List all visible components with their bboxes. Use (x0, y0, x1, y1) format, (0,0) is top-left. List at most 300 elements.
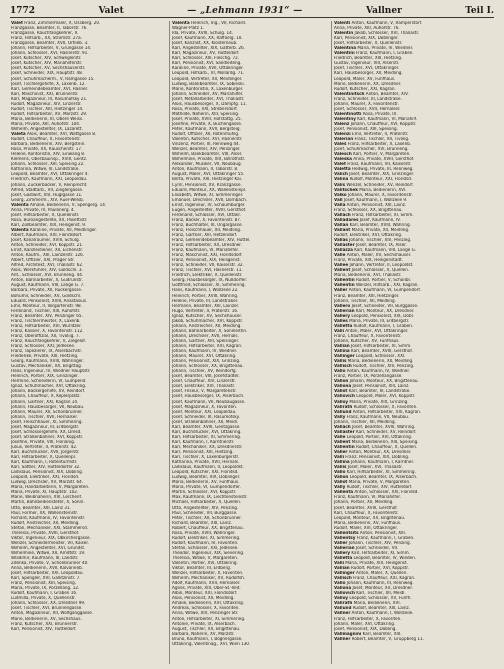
entry-text: Stefan, Mechaniker, XXI, Stammersd. (11, 525, 89, 531)
entry-text: Robert, Chauffeur, XX, Brigittenau. (172, 525, 244, 531)
entry-text: Anton, Beamter, XIV. (365, 91, 409, 97)
entry-text: Leopold, Schlosser, XV, Fünfh. (349, 596, 412, 602)
entry-text: Karoline, Private, XII, Meidlinger. (29, 227, 97, 233)
entry-surname: Vallona (334, 586, 352, 592)
entry-text: Franz, Chauffeur, X, Favoritenstr. (334, 333, 402, 339)
entry-text: Franz, Hilfsarbeiter, X, Favoriten. (334, 616, 402, 622)
entry-text: Wladimir, Kaufmann, III, Landstr. (11, 555, 79, 561)
entry-surname: Valentinotti (334, 111, 362, 117)
entry-text: Franz, Kassier, X, Favoritenstr. 112. (11, 328, 84, 334)
entry-surname: Vallner (334, 611, 351, 617)
entry-text: Anton, Schneider, XVI, Koppstr. 21. (11, 243, 84, 249)
entry-text: Barbara, Näherin, XV, Märzstr. (172, 631, 235, 637)
entry-surname: Vallisch (334, 364, 352, 370)
entry-text: Karl, Mechaniker, XX, Dresdnerstr. (172, 444, 243, 450)
directory-entry (11, 627, 169, 632)
entry-text: Marie, Kontoristin, X, Laxenburger. (172, 86, 244, 92)
entry-text: Franz, Tapezierer, IX, Alserbachstr. (11, 349, 82, 355)
entry-text: Karl, Portier, V, Margareten. (353, 152, 411, 158)
entry-surname: Valet (334, 162, 346, 168)
entry-text: Karl, Magazineur, III, Rasumofsky 21. (11, 96, 88, 102)
entry-text: Wenzel, Hilfsarb., XXI, Kagran. (355, 283, 419, 289)
entry-text: Franz, Pensionist, XIII, Speising. (11, 581, 77, 587)
entry-text: Leopold, Hilfsarb., VI, Mollardg. 71. (172, 71, 245, 77)
entry-text: Johann, Kaufmann, III, Rennweg. (346, 581, 414, 587)
entry-text: Johann, Maler, XVI, Ottakring. (334, 621, 396, 627)
entry-surname: Valenta (172, 21, 190, 26)
entry-text: Josefine, Private, VIII, Florianig. (11, 439, 76, 445)
entry-text: Ernst, Kanzleidiener, XII, Eichenstr. (11, 248, 83, 254)
entry-text: Johann, Hausbesorger, VII, Neubau. (11, 404, 85, 410)
entry-text: Anna, Bedienerin, XVII, Kalvarienb. (11, 566, 84, 572)
entry-text: Franz, Maschinist, XXI, Floridsdorf. (172, 253, 243, 259)
entry-text: Albert, Kaufmann, XXI, Floridsdorf. (11, 232, 83, 238)
entry-text: Josefine, Private, X, Buchengasse. (172, 121, 243, 127)
entry-surname: Vallrath (334, 404, 353, 410)
entry-text: Rudolf, Kaufmann, I, Graben 16. (11, 591, 78, 597)
entry-surname: Vallian (334, 344, 350, 349)
entry-text: Johann, Schlosser, XX, Dresdner 99. (11, 601, 86, 607)
publication-title: — „Lehmann 1931“ — (187, 5, 303, 16)
entry-surname: Vallach (334, 212, 351, 218)
entry-text: Emil, Monteur, II, Vorgartenstr. 98. (11, 303, 82, 309)
entry-text: Johann, Chauffeur, XVI, Koppstr. (350, 121, 417, 127)
entry-text: Anna, Private, XVIII, Gersthof. (353, 157, 415, 163)
entry-text: Franz, Chauffeur, XXI, Kagran. (353, 576, 416, 582)
entry-text: Albin, Monteur, XXI, Floridsdorf. (172, 591, 238, 597)
entry-text: Josef, Beamter, IX, Alser. (355, 243, 407, 249)
entry-text: Leopold, Kutscher, XXI, Floridsd. (172, 470, 239, 476)
entry-surname: Vallina (334, 460, 350, 466)
entry-surname: Vallinger (334, 571, 355, 577)
entry-text: Heinrich, Portier, XIX, Grinzinger. (11, 374, 79, 380)
entry-surname: Vallona (334, 384, 352, 390)
entry-text: Rudolf, Maler, XVI, Ottakringer. (334, 525, 398, 531)
entry-text: Rosa, Private, XVIII, Währinger. (172, 530, 236, 536)
entry-text: Maria, Private, V, Margareten. (348, 480, 411, 486)
entry-text: Karl, Beamter, XIII. (362, 631, 402, 637)
entry-text: Ernst, Ingenieur, IV, Schaumburger. (172, 202, 246, 208)
entry-text: Franz, Beamter, XIII, Hietzinger. (334, 293, 400, 299)
entry-text: Wenzel, Schneider, XV, Reindorf. (346, 182, 414, 188)
entry-text: Anton, Schlosser, XXI, Floridsd. (354, 490, 419, 496)
entry-surname: Valler (334, 449, 348, 455)
entry-surname: Vallner (334, 636, 351, 642)
entry-text: Rudolf, Portier, XVI, Koppstr. (351, 566, 409, 572)
entry-text: Johann, Tischler, XV, Reindorfg. (172, 369, 237, 375)
entry-text: Jakob, Schlosser, XVI, Thaliastr. (354, 31, 420, 37)
entry-text: Ludmilla, Private, X, Quellenstr. (11, 596, 76, 602)
entry-text: Franz, Buchhalter, III, Ungargasse. (172, 222, 243, 228)
entry-text: Franz, Kaufmann, I, Graben. (356, 535, 415, 541)
entry-text: Karl, Pensionist, XIII, Hietzing. (172, 449, 234, 455)
entry-text: Franz, Fleischhauer, XII, Meidling. (172, 227, 242, 233)
entry-text: Johann, Tischler, XIV, Penzing. (349, 238, 412, 244)
column-divider (169, 21, 170, 664)
entry-text: Gottfried, Schlosser, XI, Simmering. (172, 283, 246, 289)
entry-text: Johann, Schlosser, XVI, Hasnerstr. 91. (11, 51, 89, 57)
entry-text: Maria, Bedienerin, XV, Fünfhaus. (334, 520, 402, 526)
entry-text: Ladislaus, Kaufmann, II, Leopoldst. (172, 465, 244, 471)
entry-text: Franz, Kaufmann, VI, Mariahilfer. (334, 495, 401, 501)
entry-text: Alois, Pensionist, XII, Meidling. (172, 596, 235, 602)
entry-text: Franz, Tischlermeister, X, Laxenb. (11, 318, 81, 324)
entry-surname: Valeta (11, 132, 26, 138)
entry-text: Maria, Bedienerin, III, Obere Weiss. (11, 116, 84, 122)
entry-text: Anton, Bahnarbeiter, X, Gudrunstr. (11, 278, 83, 284)
entry-surname: Vallian (334, 566, 350, 572)
entry-text: Rudolf, Beamter, XIII, Lainz. (352, 606, 411, 612)
entry-text: Johann, Schlosser, XX, Brigittenau. (172, 364, 244, 370)
entry-text: Wilhelmine, Private, XIX, Billrothstr. (172, 157, 246, 163)
entry-text: Josef, Schuhmacher, XVI, Brunneng. (334, 147, 409, 153)
entry-text: Anton, Kaufmann, IV, Wiedner. (346, 369, 410, 375)
entry-text: Peter, Kaufmann, XVII, Bergsteig. (172, 126, 241, 132)
entry-surname: Vallund (334, 409, 352, 415)
entry-surname: Vallent (334, 268, 351, 274)
entry-text: Maria, Bedienerin, XVI. (359, 187, 407, 193)
entry-text: Franz, Pensionist, XIX, Heiligenst. (172, 258, 241, 264)
entry-text: Josef, Maler, XVI, Thaliastr. (347, 465, 403, 471)
entry-text: Leopold, Portier, XVI, Ottakring. (346, 434, 413, 440)
entry-text: Franz, Gärtner, XIII, Hetzendorf. (172, 232, 238, 238)
entry-text: Wilhelmine, Witwe, XII, Arndtstr. 19. (11, 550, 86, 556)
entry-text: Johann, Tischler, XII, Meidling. (334, 298, 396, 304)
entry-text: Franzgasse, Rauchfangkehrer, II. (11, 31, 79, 37)
entry-text: Ida, Private, XVIII, Schulg. 14. (172, 31, 234, 37)
entry-text: Karl, Tischler, X, Laxenburgerstr. (172, 455, 240, 461)
entry-surname: Valko (334, 192, 347, 198)
entry-text: Karl, Schneider, XV, Reindorf. (355, 429, 417, 435)
entry-text: Julius, Vertreter, II, Praterstr. 42. (11, 444, 78, 450)
entry-text: Josef, Kaufmann, XX, Raffaelg. 10. (172, 36, 243, 42)
entry-surname: Valler (334, 288, 348, 294)
entry-text: Franz, Hilfsarbeiter, XI, Simm. (352, 212, 414, 218)
entry-text: Karl, Pensionist, XIX, Döblinger. (334, 36, 399, 42)
entry-text: Franz, Tischler, XII, Tivolig. (354, 137, 410, 143)
entry-text: Johann, Kaufmann, I, Kärntner. (351, 460, 415, 466)
entry-text: Karl, Kaufmann, I, Kärntnerstr. (172, 439, 235, 445)
entry-surname: Vallovich (334, 591, 355, 597)
entry-text: Friedrich, Beamter, XIII, Hietzing. (334, 56, 403, 62)
entry-text: Josef, Pensionist, XIII, Speising. (334, 126, 398, 132)
entry-surname: Vallee (334, 263, 349, 269)
entry-text: Rudolf, Portier, V, Schönbr. (355, 278, 412, 284)
entry-text: Anton, Kaufmann, V, Ramperstorf. (351, 21, 423, 26)
entry-surname: Vally (334, 485, 346, 491)
entry-surname: Vallan (334, 222, 349, 228)
entry-surname: Vallentsy (334, 535, 356, 541)
entry-text: Ludwig, Beamter, XIX, Döblinger. (172, 475, 241, 481)
entry-text: Karl, Kaufmann, I, Rotenturmstr. (11, 460, 78, 466)
entry-text: Franz, Kaufmann, VII, Neubau. (346, 414, 410, 420)
entry-text: Barbara, Bedienerin, XIV, Bergstein. (11, 142, 86, 148)
entry-text: Valentin, Kutscher, XVI, Hasnerstr. (172, 137, 243, 143)
entry-text: Paul, Former, XX, Wallensteinstr. (11, 510, 78, 516)
entry-text: Albert, Offizier, XXI, Prager Str. (11, 258, 75, 264)
entry-text: Georg, Hausbesorger, IX, Nußdorfer. (172, 278, 247, 284)
entry-text: Alois, Hausbesorger, X, Dampfg. 11. (172, 101, 247, 107)
entry-text: Franz, Schlosser, XXI, Jedlesee. (11, 344, 76, 349)
entry-text: Anton, Pensionist, XIII. (359, 530, 407, 536)
entry-text: Rudolf, Kutscher, XXI, Kagran. (334, 86, 396, 92)
entry-surname: Valletta (334, 323, 353, 329)
entry-text: Zdenka, Private, V, Schönbrunner 40. (11, 561, 89, 567)
entry-text: Gustav, Ingenieur, VIII, Alserstr. (334, 61, 400, 67)
entry-text: Josef, Kanalräumer, XVIII, Schulg. (11, 238, 80, 244)
entry-text: Johann, Gärtner, XXI, Kagran 14. (11, 399, 79, 405)
entry-text: Ferdinand, Tischler, XIII, Auhofstr. (11, 308, 81, 314)
entry-text: Anton, Maler, XVI, Ottakringer. (345, 328, 409, 334)
entry-text: Maria, Private, IX, Porzellang. 12. (11, 586, 80, 592)
entry-text: Josef, Hausbesorger, IX, Alserbach. (172, 394, 245, 400)
entry-text: Georg, Zimmerm., XIV, Auer-Welsb. (11, 197, 85, 203)
entry-text: Josef, Beamter, XIX, Grinzinger. (349, 172, 415, 178)
entry-text: August, Maler, XVI, Ottakringer 55. (172, 172, 245, 178)
entry-text: Franz, Schneider, III, Landstraße. (334, 96, 402, 102)
entry-text: Maria, Private, IV, Wiedner. (357, 46, 414, 52)
entry-surname: Vallach (334, 424, 351, 430)
entry-surname: Vallo (334, 581, 346, 587)
entry-text: Franz, Hilfsarbeiter, XVI, Wurlitzer. (11, 323, 82, 329)
entry-text: Maria, Private, XI, Hauptstr. 102. (11, 490, 79, 496)
entry-text: Anna, Private, IV, Paulanerg. 4. (11, 207, 76, 213)
entry-text: Vinzenz, Portier, III, Rennweg 44. (172, 142, 240, 148)
entry-text: Bruno, Kaufmann, I, Bognergasse. (172, 636, 243, 642)
entry-text: Johann, Maurer, X, Favoritenstr. (334, 101, 399, 107)
entry-surname: Vally (334, 414, 346, 420)
entry-text: Maria, Bedienerin, XIII, Speising. (351, 439, 419, 445)
entry-surname: Valenti (334, 21, 351, 26)
entry-text: Richard, Kaufmann, IV, Favoritenstr. (11, 515, 86, 521)
entry-text: Marie, Bedienerin, XV, Sechshaus. (11, 616, 82, 622)
entry-text: Johann, Bahnarbeiter, X, Sonnleithn. (172, 328, 248, 334)
entry-surname: Valeska (334, 157, 352, 163)
entry-text: Andreas, Schlosser, X, Favoriten. (172, 606, 240, 612)
entry-surname: Vallon (334, 379, 349, 385)
entry-surname: Valesch (334, 152, 352, 158)
entry-text: Rudolf, Offizier, XII, Rotenmühlg. (172, 132, 240, 138)
entry-text: Eduard, Monteur, XX, Wallensteinpl. (172, 187, 247, 193)
entry-text: Johann, Kutscher, XV, Fünfhaus. (334, 338, 400, 344)
entry-text: Josef, Beamter, XVIII, Währing. (352, 424, 416, 430)
column-divider (331, 21, 332, 664)
entry-text: Karl, Hilfsarbeiter, XI, Simmering. (172, 434, 242, 440)
entry-text: Ludwig, Bankbeamter, IX, Sobieski. (172, 81, 245, 87)
entry-surname: Valle (334, 434, 346, 440)
entry-text: Rudolf, Tischler, XIV, Hütteldorf. (346, 485, 413, 491)
entry-text: Leopold, Schlosser, XXI. (356, 354, 406, 360)
entry-surname: Vall (334, 197, 343, 203)
entry-surname: Valladares (334, 217, 359, 223)
entry-text: Karl, Buchdrucker, XVII, Jörgerstr. (11, 449, 80, 455)
entry-surname: Vallent (334, 439, 351, 445)
entry-text: Leopold, Vertreter, XII, Meidlinger. (172, 76, 243, 82)
entry-text: Josef, Private, XVIII, Hofstattg. 25. (172, 116, 242, 122)
entry-text: Josef, Tischler, XVI, Ottakringer. (334, 66, 400, 72)
entry-text: Amalie, Bedienerin, XVI, Ottakring. (172, 601, 245, 607)
entry-text: Michael, Hilfsarbeiter, X, Quellen. (172, 500, 242, 506)
entry-text: Rudolf, Hilfsarbeiter, XV, Märzstr. 29. (11, 111, 88, 117)
entry-surname: Valli (334, 328, 344, 334)
entry-text: Maria, Bedienerin, XII, Meidling. (347, 359, 414, 365)
entry-text: Karl, Beamter, XVIII, Gentzgasse. (172, 424, 241, 430)
entry-text: Karl, Beamter, XVIII, Währing. (349, 222, 411, 228)
entry-text: Barbara, Private, XII, Ruckergasse. (11, 288, 83, 294)
entry-text: Karl, Pensionist, XIV, Hütteldorf. (11, 626, 77, 632)
entry-surname: Vallo (334, 369, 346, 375)
entry-text: Alois, Werkführer, XIV, Goldschl. 3. (11, 268, 83, 274)
entry-text: Alfred, Architekt, XVI, Thaliastr. 62. (11, 263, 84, 269)
entry-text: August, Tischler, XX, Brigittenau. (172, 626, 241, 632)
entry-text: Gustav, Mechaniker, XX, Brigittag. (11, 364, 83, 370)
entry-text: Stefan, Schlosser, XXI, Jedlesee. (172, 545, 239, 551)
entry-text: Emil, Vertreter, II, Praterstr. (352, 132, 409, 138)
entry-surname: Vallina (334, 349, 350, 355)
entry-text: Anton, Pensionist, XIII, Lainz. (346, 202, 407, 208)
entry-text: Maria, Private, XII, Meidling. (351, 227, 410, 233)
entry-text: Peter, Tischler, XII, Schönbrunner. (172, 515, 242, 521)
entry-surname: Valetta (334, 167, 351, 173)
page-header (10, 4, 494, 17)
entry-text: Rudolf, Magazineur, XIV, Linzerstr. (11, 101, 82, 107)
entry-text: Karl, Monteur, XX, Dresdner. (355, 308, 415, 314)
entry-text: Viktor, Ingenieur, XIX, Obkirchergasse. (11, 535, 91, 541)
entry-text: Anton, Magazineur, XII, Wolfganggasse. (11, 611, 94, 617)
entry-text: Hugo, Vertreter, II, Praterstr. 16. (172, 308, 239, 314)
entry-text: Wagner-Platz 1. (172, 26, 205, 32)
column-2 (172, 21, 330, 664)
entry-text: Josef, Fleischhauer, XI, Simmering. (11, 419, 83, 425)
directory-entry (172, 642, 330, 647)
entry-surname: Vallis (334, 359, 347, 365)
entry-text: Eugen, Angestellter, XVIII, Gersthof. (172, 207, 247, 213)
entry-text: Richard, Beamter, XIII, Lainz. (172, 520, 232, 526)
entry-text: Ludwig, Drechsler, XV, Märzstr. 64. (11, 480, 84, 486)
entry-text: Anton, Monteur, XX, Dresdner. (348, 449, 412, 455)
entry-surname: Vallerian (334, 545, 355, 551)
entry-text: Leopold, Pensionist, XIX, Döbl. (351, 313, 415, 319)
entry-surname: Vallrath (334, 601, 353, 607)
entry-text: Josef, Schneider, XIX, Hauptstr. 48. (11, 71, 84, 77)
entry-surname: Valet (11, 21, 23, 26)
entry-text: Rosa, Private, XX, Rauscherstr. 17. (11, 147, 83, 153)
entry-text: Alfred, Stadtarb., VII, Zieglergasse. (11, 187, 84, 193)
entry-text: Johann, Maurer, XII, Schönbrunner. (11, 409, 83, 415)
entry-text: Cyrill, Pensionist, XV, Kranzgasse. (172, 182, 242, 188)
entry-text: Rudolf, Anstreicher, XII, Meidling. (11, 520, 80, 526)
entry-text: Rudolf, Chauffeur, X, Quellen. (355, 444, 418, 450)
entry-text: Franz, Portier, IX, Porzellangasse. (334, 374, 403, 380)
entry-text: Anton, Hilfsarbeiter, XXI, Kagran. (352, 409, 422, 415)
entry-text: Franz, Rauchfangkehrer, V, Ziegelof. (11, 338, 86, 344)
entry-surname: Vallmagnini (334, 631, 362, 637)
entry-text: Rosa, Private, XXI, Strebersdorf. (172, 106, 238, 112)
entry-text: Wenzel, Hilfsarbeiter, X, Favoriten. (172, 571, 244, 577)
entry-text: Johann, Schneider, XV, Mariahilfer. (172, 91, 244, 97)
entry-text: Rosa, Private, IX. (362, 111, 398, 117)
entry-surname: Vallas (334, 238, 348, 244)
entry-text: Leopold, Beamter, XVI, Ottakringer 4. (11, 172, 89, 178)
entry-text: Anton, Maler, XV, Sechshauser. (346, 253, 412, 259)
entry-text: Elisabeth, Witwe, XI, Simmeringer. (172, 192, 244, 198)
entry-text: Johann, Zuckerbäcker, V, Reinprecht. (11, 182, 88, 188)
entry-text: Josef, Hilfsarbeiter, X, Quellenstr. (11, 212, 80, 218)
entry-surname: Valentin (334, 31, 354, 37)
entry-text: Wilhelm, Mechaniker, XV, Rudolfsh. (172, 576, 246, 582)
entry-text: Ignaz, Kutscher, XV, Sechshauser. (172, 313, 242, 319)
entry-surname: Valeš (334, 142, 347, 148)
entry-text: Karl, Kaufmann, VIII, Lange G. (354, 248, 417, 254)
entry-text: Wilhelm, Bankbeamter, VIII, Alser. (172, 152, 243, 158)
entry-text: Valentin, Portier, XVI, Ottakring. (172, 561, 238, 567)
entry-text: Theresia, Witwe, V, Margareten. (172, 555, 239, 561)
entry-surname: Valenzi (334, 132, 351, 138)
entry-text: Franz, Gemeindebeamter, XIV, Hüttel. (172, 238, 251, 244)
entry-surname: Vallentin (334, 283, 355, 289)
entry-text: Eduard, Pensionist, XVIII, Anastasius. (11, 298, 88, 304)
entry-text: Franz, Kutscher, XXI, Brünnerstr. (11, 621, 78, 627)
entry-text: Johann, Tischler, XVII, Hernalser. (11, 414, 78, 420)
entry-text: Johann, Pensionist, XIX, Grinzing. (172, 359, 241, 365)
entry-surname: Vallentsits (334, 530, 359, 536)
entry-text: Maria, Bedienerin, XV, Fünfhaus. (172, 480, 240, 486)
entry-text: Friedrich, Kaufmann, XXI, Leopoldau. (11, 177, 88, 183)
entry-text: Alois, Beamter, XVI, Wattgasse 8. (27, 132, 97, 138)
entry-text: Rudolf, Tischler, XIV, Penzing. (353, 364, 415, 370)
entry-text: Johann, Drechsler, XVII, Hernals. (172, 333, 239, 339)
entry-text: Josef, Pensionist, XIX, Döbling. (334, 626, 397, 632)
entry-surname: Valla (334, 202, 346, 208)
entry-text: Leopold, Beamter, IX, Alserbach. (349, 475, 418, 481)
entry-text: Josef, Kutscher, XIV, Mariahilferstr. (11, 61, 83, 67)
entry-surname: Vallinger (334, 354, 355, 360)
entry-text: Wilhelm, Angestellter, XVI, Grundst. (11, 545, 86, 551)
entry-text: Johann, Schlosser, XIII, Speising 22. (11, 162, 85, 168)
entry-text: Franz, Hilfsarbeiter, X, Laxenb. (347, 142, 412, 148)
entry-text: Josef, Kaufmann, VII, Neubaugasse. (172, 399, 246, 405)
entry-text: Antonie, Private, IX, Alserbach. (172, 621, 236, 627)
entry-text: Karl, Tischler, XII, Meidl. (356, 591, 406, 597)
entry-surname: Vallery (334, 550, 351, 556)
entry-text: Otto, Beamter, XIII, Lainz 31. (11, 505, 71, 511)
page-number: 1772 (10, 5, 36, 16)
entry-text: Wenzel, Schneidermeister, VII, Kaiser. (11, 540, 89, 546)
entry-surname: Valles (334, 318, 348, 324)
entry-text: Agnes, Private, XIII, Ober-St.-Veit. (172, 586, 241, 592)
entry-surname: Valenta (11, 202, 29, 208)
entry-text: Hermann, Beamter, XIII, Lainzer. (172, 303, 240, 309)
entry-surname: Valenta (11, 227, 29, 233)
entry-text: Anton, Kaufm., XIII, Lainzerstr. 126. (11, 253, 85, 259)
entry-text: Franz, Hilfsarb., XX, Stromstr. 27a. (11, 36, 82, 42)
entry-text: Viktor, Beamter, III, Erdberg. (172, 566, 232, 572)
entry-text: Anton, Kaufmann, II, Taborstr. 8. (172, 167, 239, 173)
entry-text: Josef, Kaufmann, I, Wollzeile 9. (343, 197, 408, 203)
entry-text: Anna, Witwe, XIV, Penzinger Str. (172, 611, 239, 617)
entry-text: Franz, Pensionist, XIX, Döbling. (345, 455, 410, 461)
entry-text: Johann, Hilfsarbeiter, XXI, Kagran. (172, 344, 243, 349)
entry-text: Josef, Monteur, XX, Dresdner. (352, 586, 413, 592)
entry-text: Ottakring, Valentinag., XVI, Wien 130. (172, 641, 251, 647)
entry-text: Josef, Straßenbahner, XII, Meidl. (172, 419, 239, 425)
entry-text: Josef, Chauffeur, XIV, Linzerstr. (172, 379, 236, 385)
entry-surname: Valenz (334, 121, 350, 127)
entry-text: Emanuel, Drechsler, XVII, Dornbach. (172, 197, 248, 203)
entry-text: Johann, Maurer, XVI, Ottakring. (172, 354, 237, 360)
entry-text: Martin, Schlosser, XVI, Koppstr. (172, 490, 237, 496)
entry-text: Friedrich, Elektriker, X, Quellenstr. (172, 273, 243, 279)
